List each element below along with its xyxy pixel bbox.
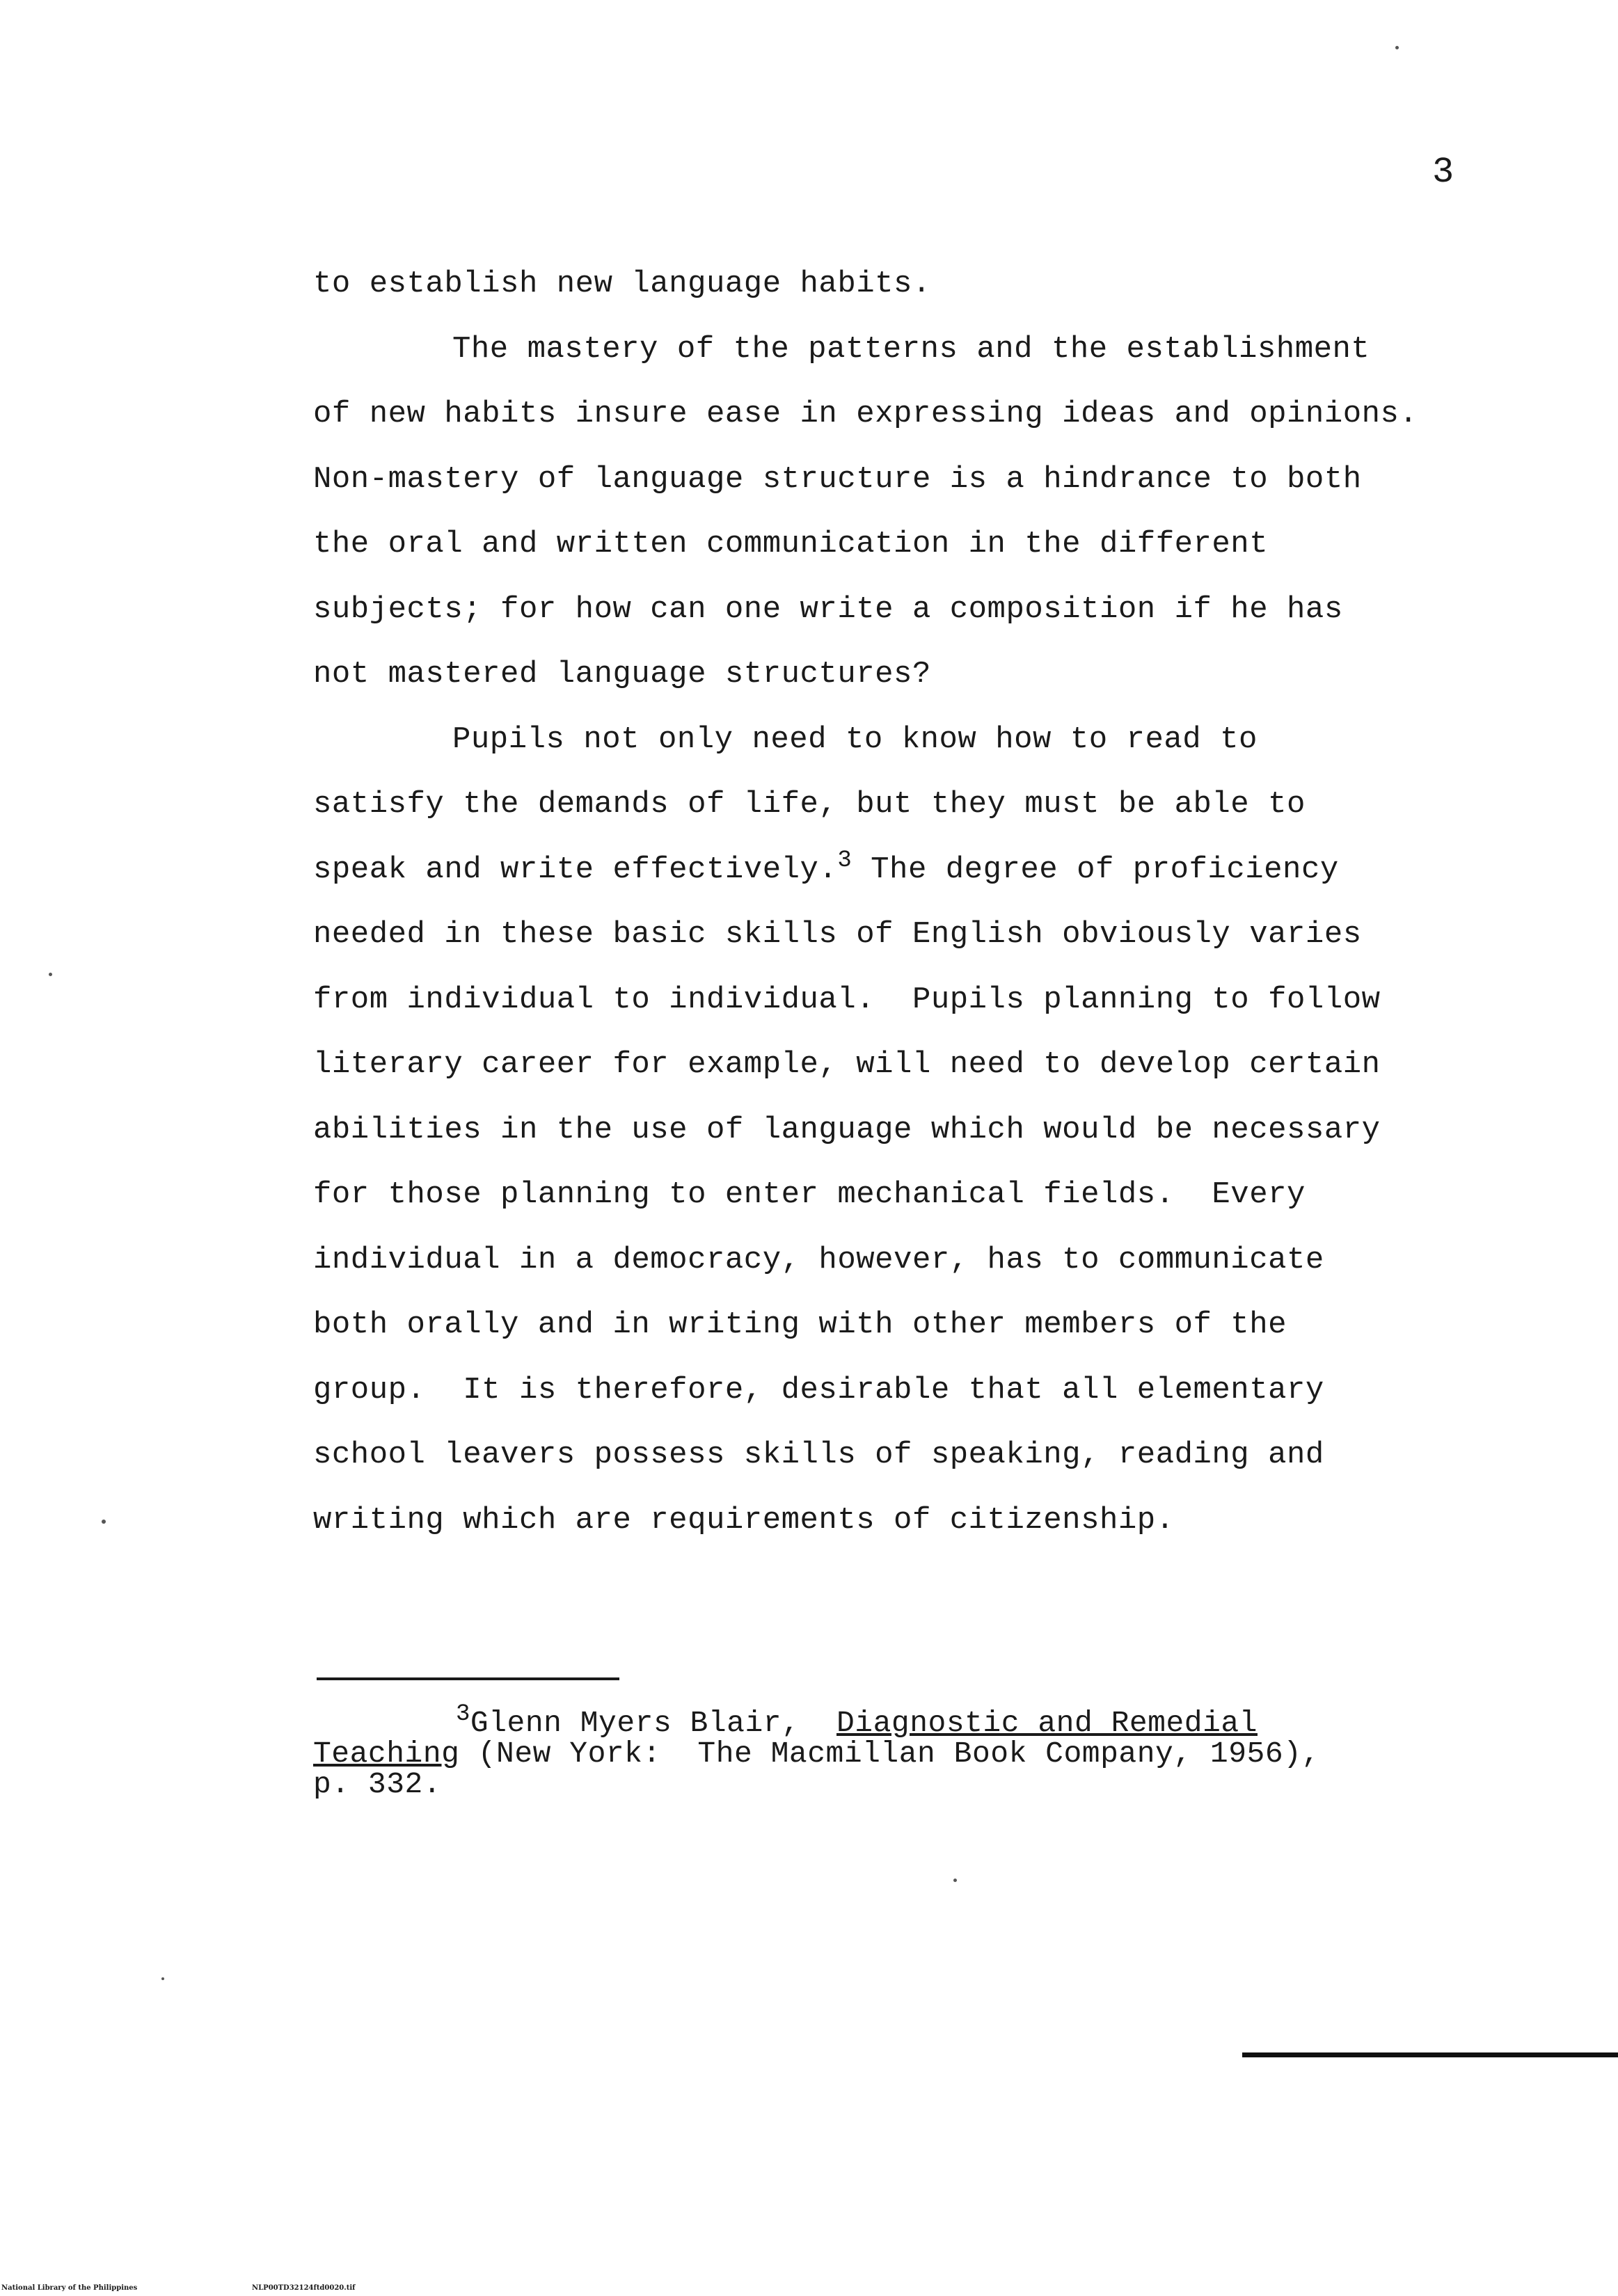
scan-speck: [49, 973, 52, 976]
body-line: subjects; for how can one write a composition if he has: [313, 591, 1343, 627]
scan-speck: [102, 1520, 106, 1524]
body-line: abilities in the use of language which would be necessary: [313, 1112, 1381, 1147]
scan-speck: [1395, 46, 1399, 49]
scan-speck: [161, 1977, 164, 1980]
footnote-author: Glenn Myers Blair,: [470, 1706, 836, 1740]
footer-library: National Library of the Philippines: [1, 2284, 138, 2292]
body-line: Pupils not only need to know how to read to: [452, 722, 1258, 757]
scan-speck: [953, 1879, 957, 1882]
body-line: not mastered language structures?: [313, 657, 931, 692]
body-line: The mastery of the patterns and the establishment: [452, 331, 1370, 367]
body-line: [313, 838, 1482, 903]
footnote-publisher: (New York: The Macmillan Book Company, 1956),: [459, 1737, 1320, 1771]
body-line: group. It is therefore, desirable that all elementary: [313, 1372, 1324, 1408]
footnote-divider: [317, 1677, 619, 1680]
footnote-line: [313, 1739, 1496, 1769]
body-line: needed in these basic skills of English obviously varies: [313, 917, 1362, 952]
footnote-title-continued: Teaching: [313, 1737, 460, 1771]
body-line: individual in a democracy, however, has to communicate: [313, 1242, 1324, 1277]
body-line: from individual to individual. Pupils planning to follow: [313, 982, 1381, 1017]
footnote-line: p. 332.: [313, 1767, 442, 1801]
body-line-text: The degree of proficiency: [852, 852, 1339, 887]
page-number: 3: [1432, 152, 1454, 193]
footer-file-id: NLP00TD32124ftd0020.tif: [252, 2284, 356, 2292]
body-line: of new habits insure ease in expressing ideas and opinions.: [313, 397, 1418, 431]
body-line: school leavers possess skills of speaking, reading and: [313, 1437, 1324, 1472]
scan-edge-line: [1242, 2052, 1618, 2057]
body-line: Non-mastery of language structure is a hindrance to both: [313, 461, 1362, 497]
body-line: writing which are requirements of citizenship.: [313, 1502, 1175, 1538]
body-line-text: speak and write effectively.: [313, 852, 838, 887]
body-text: [313, 252, 1482, 1553]
footnote-title: Diagnostic and Remedial: [836, 1706, 1258, 1740]
body-line: both orally and in writing with other members of the: [313, 1307, 1287, 1342]
body-line: for those planning to enter mechanical fields. Every: [313, 1177, 1306, 1212]
body-line: the oral and written communication in the different: [313, 527, 1269, 561]
body-line: literary career for example, will need to develop certain: [313, 1047, 1381, 1082]
footnote-line: [313, 1701, 1496, 1740]
footnote-reference: 3: [837, 847, 852, 874]
footnote: [313, 1701, 1496, 1801]
body-line: satisfy the demands of life, but they must be able to: [313, 787, 1306, 822]
body-line: to establish new language habits.: [313, 266, 931, 301]
footnote-marker: 3: [456, 1701, 470, 1728]
